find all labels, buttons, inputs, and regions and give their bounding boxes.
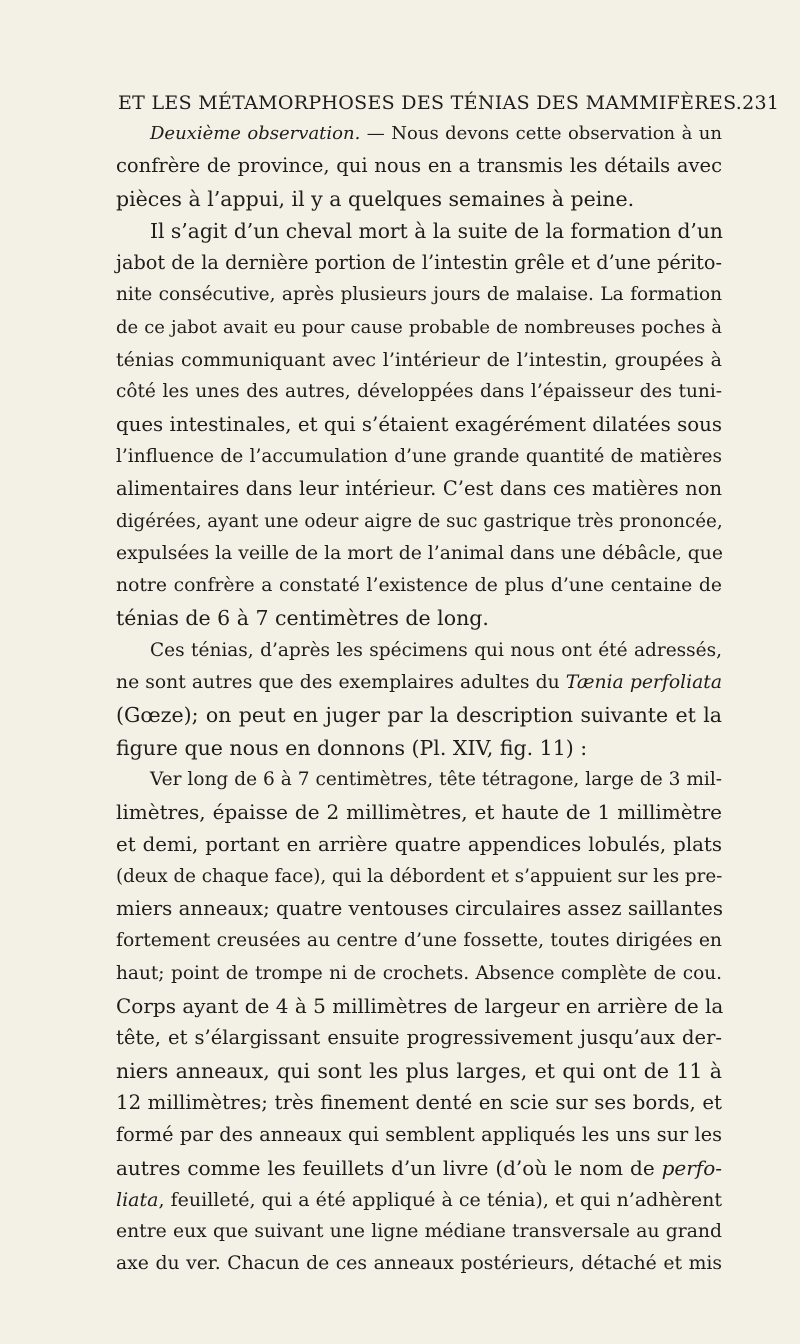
text-line bbox=[116, 441, 722, 473]
text-line bbox=[116, 409, 722, 441]
line-text: jabot de la dernière portion de l’intestin grêle et d’une périto- bbox=[116, 251, 722, 275]
line-text: Ces ténias, d’après les spécimens qui nous ont été adressés, bbox=[150, 639, 722, 661]
text-line bbox=[116, 1216, 722, 1248]
line-text: Il s’agit d’un cheval mort à la suite de la formation d’un bbox=[150, 218, 723, 243]
line-text: de ce jabot avait eu pour cause probable de nombreuses poches à bbox=[116, 316, 722, 338]
line-text: figure que nous en donnons (Pl. XIV, fig. 11) : bbox=[116, 735, 588, 760]
line-text: axe du ver. Chacun de ces anneaux postérieurs, détaché et mis bbox=[116, 1253, 722, 1275]
text-line bbox=[116, 506, 722, 538]
italic-phrase: perfo- bbox=[661, 1155, 722, 1180]
line-text: (deux de chaque face), qui la débordent et s’appuient sur les pre- bbox=[116, 865, 723, 887]
line-text: Ver long de 6 à 7 centimètres, tête tétragone, large de 3 mil- bbox=[150, 768, 722, 790]
line-text: et demi, portant en arrière quatre appendices lobulés, plats bbox=[116, 832, 722, 856]
text-line bbox=[116, 118, 722, 150]
running-title: ET LES MÉTAMORPHOSES DES TÉNIAS DES MAMMIFÈRES. bbox=[118, 92, 743, 114]
text-line bbox=[116, 602, 722, 634]
line-text: ténias de 6 à 7 centimètres de long. bbox=[116, 606, 489, 631]
line-text: limètres, épaisse de 2 millimètres, et haute de 1 millimètre bbox=[116, 800, 722, 825]
line-text: autres comme les feuillets d’un livre (d’où le nom de bbox=[116, 1155, 662, 1180]
line-text: miers anneaux; quatre ventouses circulaires assez saillantes bbox=[116, 897, 723, 921]
line-text: pièces à l’appui, il y a quelques semaines à peine. bbox=[116, 186, 635, 211]
text-line bbox=[116, 215, 722, 247]
text-line bbox=[116, 538, 722, 570]
text-line bbox=[116, 1119, 722, 1151]
line-text: ne sont autres que des exemplaires adultes du bbox=[116, 672, 566, 694]
text-line bbox=[116, 376, 722, 408]
text-line bbox=[116, 861, 722, 893]
text-line bbox=[116, 344, 722, 376]
text-line bbox=[116, 1055, 722, 1087]
italic-phrase: Deuxième observation. bbox=[150, 123, 361, 144]
line-text: digérées, ayant une odeur aigre de suc gastrique très prononcée, bbox=[116, 510, 723, 532]
line-text: ténias communiquant avec l’intérieur de l’intestin, groupées à bbox=[116, 349, 722, 372]
text-line bbox=[116, 732, 722, 764]
line-text: nite consécutive, après plusieurs jours de malaise. La formation bbox=[116, 284, 722, 306]
line-text: niers anneaux, qui sont les plus larges, et qui ont de 11 à bbox=[116, 1058, 722, 1083]
line-text: formé par des anneaux qui semblent appliqués les uns sur les bbox=[116, 1123, 722, 1147]
text-line bbox=[116, 150, 722, 182]
line-text: , feuilleté, qui a été appliqué à ce ténia), et qui n’adhèrent bbox=[158, 1188, 722, 1211]
page-number: 231 bbox=[742, 92, 780, 114]
text-line bbox=[116, 1087, 722, 1119]
text-line bbox=[116, 473, 722, 505]
italic-phrase: liata bbox=[116, 1188, 159, 1211]
line-text: Corps ayant de 4 à 5 millimètres de largeur en arrière de la bbox=[116, 994, 724, 1019]
text-line bbox=[116, 570, 722, 602]
text-line bbox=[116, 183, 722, 215]
text-line bbox=[116, 1184, 722, 1216]
text-line bbox=[116, 1152, 722, 1184]
text-line bbox=[116, 1248, 722, 1280]
text-line bbox=[116, 796, 722, 828]
line-text: 12 millimètres; très finement denté en scie sur ses bords, et bbox=[116, 1090, 722, 1114]
line-text: — Nous devons cette observation à un bbox=[360, 123, 722, 144]
text-line bbox=[116, 247, 722, 279]
text-line bbox=[116, 764, 722, 796]
line-text: fortement creusées au centre d’une fossette, toutes dirigées en bbox=[116, 930, 722, 952]
running-head bbox=[118, 92, 780, 114]
line-text: l’influence de l’accumulation d’une grande quantité de matières bbox=[116, 445, 722, 467]
line-text: tête, et s’élargissant ensuite progressivement jusqu’aux der- bbox=[116, 1026, 722, 1050]
text-line bbox=[116, 635, 722, 667]
italic-phrase: Tænia perfoliata bbox=[565, 672, 722, 694]
line-text: ques intestinales, et qui s’étaient exagérément dilatées sous bbox=[116, 412, 722, 436]
text-line bbox=[116, 312, 722, 344]
text-line bbox=[116, 829, 722, 861]
text-line bbox=[116, 893, 722, 925]
text-line bbox=[116, 958, 722, 990]
body-text bbox=[116, 118, 722, 1281]
text-line bbox=[116, 925, 722, 957]
line-text: (Gœze); on peut en juger par la description suivante et la bbox=[116, 703, 722, 728]
line-text: haut; point de trompe ni de crochets. Absence complète de cou. bbox=[116, 962, 722, 984]
line-text: entre eux que suivant une ligne médiane transversale au grand bbox=[116, 1221, 722, 1243]
line-text: confrère de province, qui nous en a transmis les détails avec bbox=[116, 154, 722, 178]
text-line bbox=[116, 667, 722, 699]
text-line bbox=[116, 279, 722, 311]
line-text: alimentaires dans leur intérieur. C’est dans ces matières non bbox=[116, 477, 722, 501]
text-line bbox=[116, 1022, 722, 1054]
text-line bbox=[116, 990, 722, 1022]
line-text: expulsées la veille de la mort de l’animal dans une débâcle, que bbox=[116, 542, 723, 564]
line-text: notre confrère a constaté l’existence de plus d’une centaine de bbox=[116, 575, 722, 597]
text-line bbox=[116, 699, 722, 731]
line-text: côté les unes des autres, développées dans l’épaisseur des tuni- bbox=[116, 381, 722, 403]
